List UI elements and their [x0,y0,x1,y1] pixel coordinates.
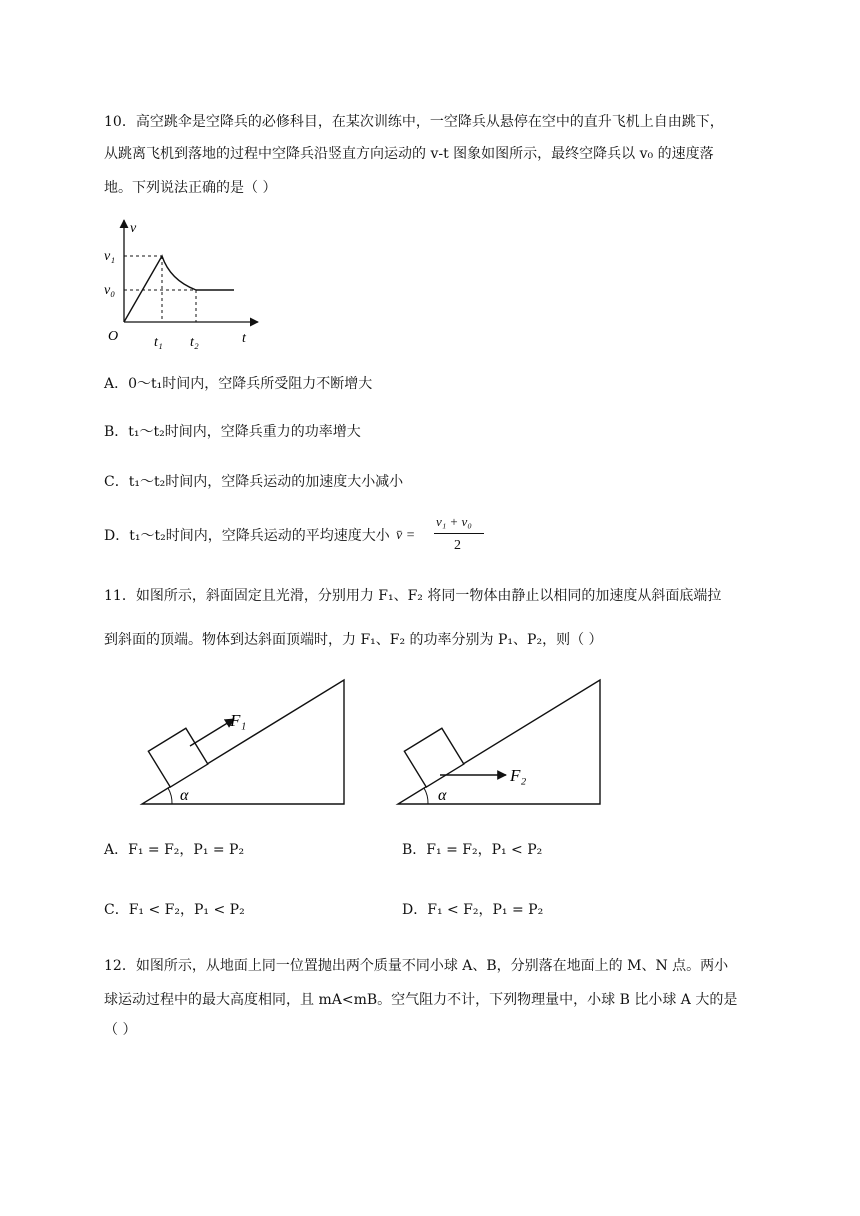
q12-line3: （ ） [104,1022,137,1038]
t1-label: t₁ [154,335,163,350]
v0-label: v₀ [104,283,116,298]
angle-arc-1 [168,788,172,804]
q10-option-d-lhs: v̄ = [396,528,416,543]
t2-label: t₂ [190,335,199,350]
q10-option-d-denominator: 2 [454,538,461,553]
q12-line1: 12．如图所示，从地面上同一位置抛出两个质量不同小球 A、B，分别落在地面上的 M、N 点。两小 [104,958,729,974]
vt-curve [124,256,234,322]
v-axis-label: v [130,221,137,236]
angle-label-2: α [438,787,447,804]
q11-line2: 到斜面的顶端。物体到达斜面顶端时，力 F₁、F₂ 的功率分别为 P₁、P₂，则（ ） [104,632,603,648]
q11-option-d: D．F₁ < F₂，P₁ = P₂ [402,902,544,918]
origin-label: O [108,329,119,344]
angle-label-1: α [180,787,189,804]
q10-fraction-bar [434,533,484,534]
incline-figure-1 [128,674,358,814]
q11-option-a: A．F₁ = F₂，P₁ = P₂ [104,842,245,858]
force-f1-label: F₁ [230,711,247,730]
q12-line2: 球运动过程中的最大高度相同，且 mA<mB。空气阻力不计，下列物理量中，小球 B 比小球 A 大的是 [104,992,738,1008]
q11-option-b: B．F₁ = F₂，P₁ < P₂ [402,842,543,858]
q10-line1: 10．高空跳伞是空降兵的必修科目，在某次训练中，一空降兵从悬停在空中的直升飞机上自由跳下， [104,114,724,130]
block-2 [404,728,463,787]
q10-option-c: C．t₁～t₂时间内，空降兵运动的加速度大小减小 [104,474,404,490]
force-f2-label: F₂ [510,766,527,785]
incline-figure-2 [384,674,614,814]
q10-option-a: A．0～t₁时间内，空降兵所受阻力不断增大 [104,376,373,392]
q10-option-d-numerator: v₁ + v₀ [436,514,472,529]
force-f1-arrow [190,719,234,746]
q10-option-d: D．t₁～t₂时间内，空降兵运动的平均速度大小 [104,528,390,544]
t-axis-label: t [242,331,246,346]
angle-arc-2 [424,788,428,804]
q10-line3: 地。下列说法正确的是（ ） [104,180,277,196]
block-1 [148,728,207,787]
vt-graph [96,214,276,354]
q10-line2: 从跳离飞机到落地的过程中空降兵沿竖直方向运动的 v-t 图象如图所示，最终空降兵以 v₀ 的速度落 [104,146,714,162]
q10-option-b: B．t₁～t₂时间内，空降兵重力的功率增大 [104,424,361,440]
q11-line1: 11．如图所示，斜面固定且光滑，分别用力 F₁、F₂ 将同一物体由静止以相同的加速度从斜面底端拉 [104,588,722,604]
v1-label: v₁ [104,249,116,264]
q11-option-c: C．F₁ < F₂，P₁ < P₂ [104,902,245,918]
